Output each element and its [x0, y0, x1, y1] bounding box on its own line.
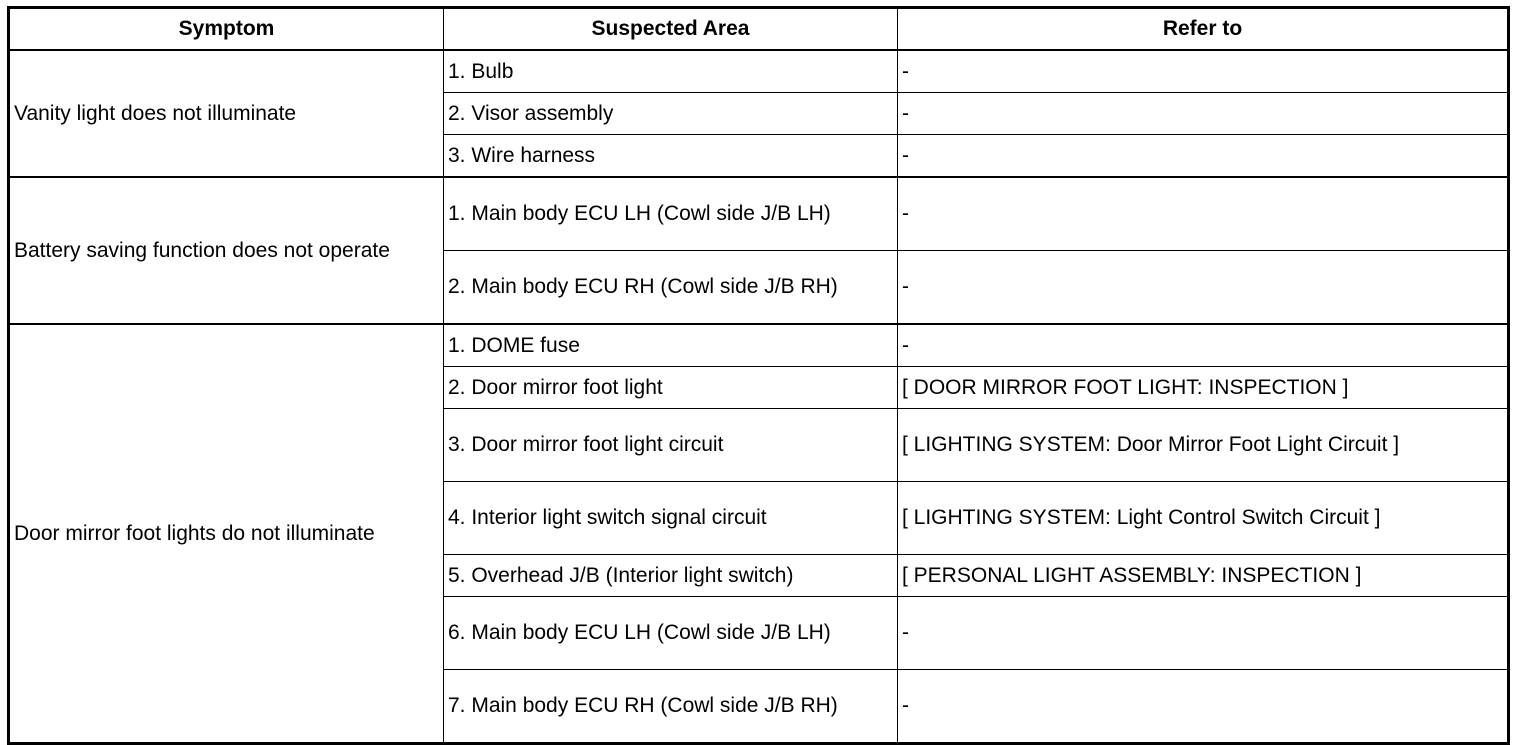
- suspected-area-cell: 3. Door mirror foot light circuit: [444, 409, 898, 482]
- suspected-area-cell: 2. Visor assembly: [444, 93, 898, 135]
- header-refer-to: Refer to: [898, 8, 1509, 51]
- refer-to-link[interactable]: [ LIGHTING SYSTEM: Door Mirror Foot Light Circuit ]: [898, 409, 1509, 482]
- suspected-area-cell: 4. Interior light switch signal circuit: [444, 482, 898, 555]
- suspected-area-cell: 5. Overhead J/B (Interior light switch): [444, 555, 898, 597]
- suspected-area-cell: 1. Main body ECU LH (Cowl side J/B LH): [444, 177, 898, 251]
- symptom-table: [7, 6, 1510, 745]
- table-row: [9, 177, 1509, 251]
- refer-to-cell: -: [898, 324, 1509, 367]
- header-symptom: Symptom: [9, 8, 444, 51]
- refer-to-cell: -: [898, 50, 1509, 93]
- refer-to-cell: -: [898, 597, 1509, 670]
- header-row: [9, 8, 1509, 51]
- table-row: [9, 324, 1509, 367]
- refer-to-cell: -: [898, 135, 1509, 178]
- refer-to-link[interactable]: [ DOOR MIRROR FOOT LIGHT: INSPECTION ]: [898, 367, 1509, 409]
- suspected-area-cell: 1. DOME fuse: [444, 324, 898, 367]
- suspected-area-cell: 6. Main body ECU LH (Cowl side J/B LH): [444, 597, 898, 670]
- suspected-area-cell: 2. Door mirror foot light: [444, 367, 898, 409]
- symptom-cell: Vanity light does not illuminate: [9, 50, 444, 177]
- refer-to-cell: -: [898, 251, 1509, 325]
- suspected-area-cell: 7. Main body ECU RH (Cowl side J/B RH): [444, 670, 898, 744]
- symptom-cell: Door mirror foot lights do not illuminate: [9, 324, 444, 744]
- suspected-area-cell: 2. Main body ECU RH (Cowl side J/B RH): [444, 251, 898, 325]
- refer-to-cell: -: [898, 670, 1509, 744]
- refer-to-link[interactable]: [ PERSONAL LIGHT ASSEMBLY: INSPECTION ]: [898, 555, 1509, 597]
- refer-to-cell: -: [898, 177, 1509, 251]
- symptom-cell: Battery saving function does not operate: [9, 177, 444, 324]
- table-row: [9, 50, 1509, 93]
- refer-to-cell: -: [898, 93, 1509, 135]
- refer-to-link[interactable]: [ LIGHTING SYSTEM: Light Control Switch Circuit ]: [898, 482, 1509, 555]
- header-suspected-area: Suspected Area: [444, 8, 898, 51]
- suspected-area-cell: 1. Bulb: [444, 50, 898, 93]
- suspected-area-cell: 3. Wire harness: [444, 135, 898, 178]
